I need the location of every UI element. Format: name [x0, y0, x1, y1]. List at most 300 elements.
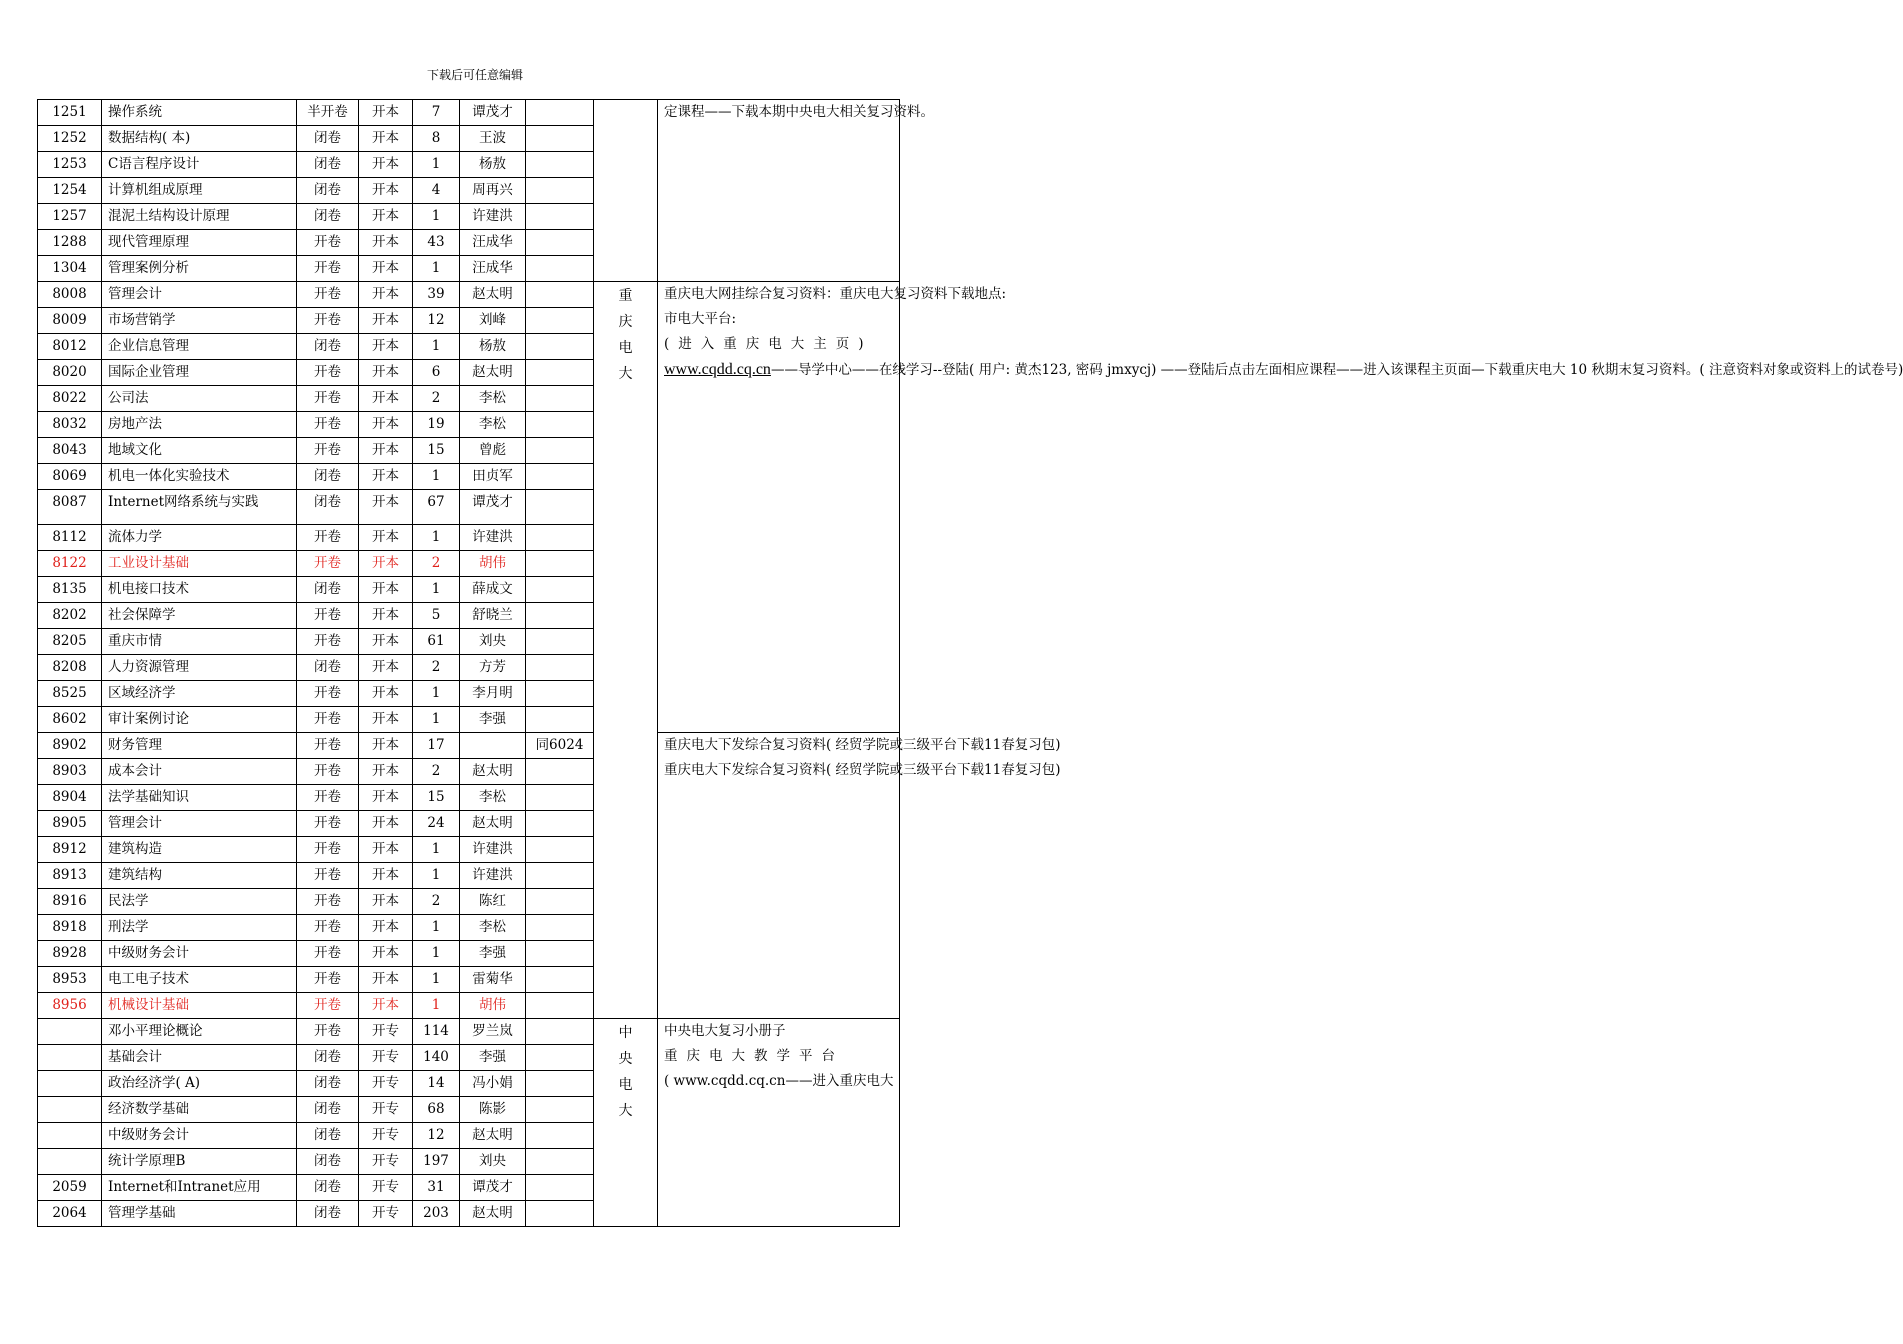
remark-cell [526, 707, 594, 733]
study-level: 开专 [359, 1201, 413, 1227]
exam-type: 开卷 [297, 785, 359, 811]
course-name: 刑法学 [102, 915, 297, 941]
student-count: 19 [413, 412, 460, 438]
course-name: 操作系统 [102, 100, 297, 126]
note-text: 重庆电大网挂综合复习资料：重庆电大复习资料下载地点: [664, 286, 1007, 302]
exam-type: 开卷 [297, 681, 359, 707]
student-count: 1 [413, 525, 460, 551]
course-code: 1257 [38, 204, 102, 230]
note-text [664, 357, 1903, 383]
note-text: 重庆电大下发综合复习资料( 经贸学院或三级平台下载11春复习包) [664, 762, 1061, 778]
study-level: 开本 [359, 386, 413, 412]
exam-type: 闭卷 [297, 1071, 359, 1097]
study-level: 开本 [359, 438, 413, 464]
exam-type: 闭卷 [297, 126, 359, 152]
course-name: 管理案例分析 [102, 256, 297, 282]
remark-cell [526, 308, 594, 334]
exam-type: 开卷 [297, 603, 359, 629]
course-code: 2064 [38, 1201, 102, 1227]
school-char: 大 [618, 1103, 633, 1119]
course-code: 8916 [38, 889, 102, 915]
course-name: 政治经济学( A) [102, 1071, 297, 1097]
remark-cell [526, 863, 594, 889]
course-name: Internet和Intranet应用 [102, 1175, 297, 1201]
remark-cell [526, 1149, 594, 1175]
course-name: 流体力学 [102, 525, 297, 551]
course-code [38, 1071, 102, 1097]
teacher-name: 陈红 [460, 889, 526, 915]
course-code: 8202 [38, 603, 102, 629]
course-name: 审计案例讨论 [102, 707, 297, 733]
note-text: (进入重庆电大主页) [664, 336, 873, 352]
teacher-name: 李松 [460, 412, 526, 438]
course-code: 8912 [38, 837, 102, 863]
student-count: 24 [413, 811, 460, 837]
study-level: 开专 [359, 1175, 413, 1201]
student-count: 12 [413, 308, 460, 334]
study-level: 开专 [359, 1019, 413, 1045]
exam-type: 开卷 [297, 1019, 359, 1045]
teacher-name: 雷菊华 [460, 967, 526, 993]
student-count: 1 [413, 334, 460, 360]
teacher-name: 李松 [460, 915, 526, 941]
exam-type: 开卷 [297, 707, 359, 733]
study-level: 开本 [359, 785, 413, 811]
course-name: 基础会计 [102, 1045, 297, 1071]
remark-cell [526, 412, 594, 438]
course-name: 中级财务会计 [102, 1123, 297, 1149]
course-code: 8953 [38, 967, 102, 993]
exam-type: 闭卷 [297, 1201, 359, 1227]
note-text: 定课程——下载本期中央电大相关复习资料。 [664, 104, 934, 120]
course-code: 8904 [38, 785, 102, 811]
course-name: 现代管理原理 [102, 230, 297, 256]
course-name: 统计学原理B [102, 1149, 297, 1175]
study-level: 开本 [359, 603, 413, 629]
student-count: 1 [413, 464, 460, 490]
teacher-name: 赵太明 [460, 360, 526, 386]
exam-type: 闭卷 [297, 1123, 359, 1149]
note-cell [658, 733, 1061, 1019]
student-count: 2 [413, 889, 460, 915]
remark-cell [526, 438, 594, 464]
course-code [38, 1149, 102, 1175]
course-code: 8135 [38, 577, 102, 603]
student-count: 67 [413, 490, 460, 525]
exam-type: 开卷 [297, 733, 359, 759]
study-level: 开专 [359, 1149, 413, 1175]
note-cell [658, 282, 1903, 733]
teacher-name: 田贞军 [460, 464, 526, 490]
course-name: 公司法 [102, 386, 297, 412]
remark-cell [526, 204, 594, 230]
school-char: 电 [618, 1077, 633, 1093]
remark-cell [526, 282, 594, 308]
study-level: 开本 [359, 863, 413, 889]
student-count: 39 [413, 282, 460, 308]
remark-cell [526, 1097, 594, 1123]
teacher-name: 谭茂才 [460, 1175, 526, 1201]
remark-cell [526, 230, 594, 256]
teacher-name: 许建洪 [460, 863, 526, 889]
course-name: 管理会计 [102, 811, 297, 837]
remark-cell [526, 811, 594, 837]
teacher-name: 赵太明 [460, 1123, 526, 1149]
course-name: 计算机组成原理 [102, 178, 297, 204]
student-count: 1 [413, 256, 460, 282]
remark-cell [526, 386, 594, 412]
course-name: 管理学基础 [102, 1201, 297, 1227]
school-cell-empty [594, 100, 658, 282]
remark-cell [526, 837, 594, 863]
student-count: 68 [413, 1097, 460, 1123]
exam-type: 闭卷 [297, 334, 359, 360]
study-level: 开本 [359, 915, 413, 941]
teacher-name: 许建洪 [460, 525, 526, 551]
study-level: 开本 [359, 464, 413, 490]
teacher-name: 方芳 [460, 655, 526, 681]
student-count: 15 [413, 438, 460, 464]
course-code: 8043 [38, 438, 102, 464]
course-code: 8020 [38, 360, 102, 386]
note-text: ( www.cqdd.cq.cn——进入重庆电大 [664, 1073, 894, 1089]
course-code: 8009 [38, 308, 102, 334]
teacher-name: 杨敖 [460, 152, 526, 178]
teacher-name: 舒晓兰 [460, 603, 526, 629]
course-code: 8602 [38, 707, 102, 733]
page-header: 下载后可任意编辑 [426, 68, 523, 82]
exam-type: 闭卷 [297, 1149, 359, 1175]
school-cell [594, 282, 658, 1019]
remark-cell [526, 889, 594, 915]
student-count: 203 [413, 1201, 460, 1227]
course-code: 8208 [38, 655, 102, 681]
teacher-name: 赵太明 [460, 1201, 526, 1227]
student-count: 31 [413, 1175, 460, 1201]
course-name: 民法学 [102, 889, 297, 915]
teacher-name: 许建洪 [460, 837, 526, 863]
student-count: 43 [413, 230, 460, 256]
exam-type: 开卷 [297, 386, 359, 412]
course-code: 1304 [38, 256, 102, 282]
remark-cell [526, 629, 594, 655]
exam-type: 开卷 [297, 256, 359, 282]
study-level: 开本 [359, 308, 413, 334]
teacher-name: 周再兴 [460, 178, 526, 204]
student-count: 6 [413, 360, 460, 386]
course-name: 中级财务会计 [102, 941, 297, 967]
teacher-name: 冯小娟 [460, 1071, 526, 1097]
course-table [37, 99, 1903, 1227]
remark-cell [526, 551, 594, 577]
exam-type: 开卷 [297, 360, 359, 386]
course-code: 8902 [38, 733, 102, 759]
course-code: 8928 [38, 941, 102, 967]
teacher-name: 赵太明 [460, 282, 526, 308]
school-char: 央 [618, 1051, 633, 1067]
note-text: 市电大平台: [664, 311, 737, 327]
course-code: 1288 [38, 230, 102, 256]
course-name: 地域文化 [102, 438, 297, 464]
exam-type: 开卷 [297, 438, 359, 464]
exam-type: 闭卷 [297, 204, 359, 230]
study-level: 开本 [359, 759, 413, 785]
exam-type: 闭卷 [297, 490, 359, 525]
student-count: 7 [413, 100, 460, 126]
exam-type: 闭卷 [297, 1175, 359, 1201]
student-count: 15 [413, 785, 460, 811]
study-level: 开本 [359, 681, 413, 707]
remark-cell [526, 1201, 594, 1227]
exam-type: 开卷 [297, 915, 359, 941]
course-name: 重庆市情 [102, 629, 297, 655]
study-level: 开本 [359, 100, 413, 126]
exam-type: 开卷 [297, 551, 359, 577]
teacher-name: 赵太明 [460, 811, 526, 837]
study-level: 开本 [359, 178, 413, 204]
student-count: 17 [413, 733, 460, 759]
exam-type: 闭卷 [297, 655, 359, 681]
teacher-name: 刘央 [460, 1149, 526, 1175]
remark-cell [526, 1175, 594, 1201]
study-level: 开本 [359, 360, 413, 386]
course-code: 8205 [38, 629, 102, 655]
student-count: 61 [413, 629, 460, 655]
course-name: 邓小平理论概论 [102, 1019, 297, 1045]
remark-cell [526, 464, 594, 490]
exam-type: 开卷 [297, 412, 359, 438]
course-name: 成本会计 [102, 759, 297, 785]
teacher-name [460, 733, 526, 759]
remark-cell [526, 178, 594, 204]
course-name: 社会保障学 [102, 603, 297, 629]
course-name: 企业信息管理 [102, 334, 297, 360]
study-level: 开本 [359, 629, 413, 655]
course-code: 1251 [38, 100, 102, 126]
teacher-name: 许建洪 [460, 204, 526, 230]
study-level: 开本 [359, 551, 413, 577]
note-text: 中央电大复习小册子 [664, 1023, 786, 1039]
student-count: 1 [413, 577, 460, 603]
study-level: 开本 [359, 334, 413, 360]
teacher-name: 罗兰岚 [460, 1019, 526, 1045]
remark-cell [526, 759, 594, 785]
teacher-name: 李松 [460, 386, 526, 412]
student-count: 5 [413, 603, 460, 629]
teacher-name: 薛成文 [460, 577, 526, 603]
exam-type: 闭卷 [297, 464, 359, 490]
student-count: 1 [413, 863, 460, 889]
course-code: 8525 [38, 681, 102, 707]
teacher-name: 曾彪 [460, 438, 526, 464]
course-code: 8087 [38, 490, 102, 525]
course-code: 8022 [38, 386, 102, 412]
remark-cell [526, 993, 594, 1019]
remark-cell [526, 126, 594, 152]
student-count: 4 [413, 178, 460, 204]
course-code: 1254 [38, 178, 102, 204]
teacher-name: 李松 [460, 785, 526, 811]
course-name: C语言程序设计 [102, 152, 297, 178]
course-name: 法学基础知识 [102, 785, 297, 811]
teacher-name: 李月明 [460, 681, 526, 707]
exam-type: 开卷 [297, 759, 359, 785]
exam-type: 闭卷 [297, 1045, 359, 1071]
study-level: 开本 [359, 811, 413, 837]
table-row [38, 100, 900, 126]
remark-cell [526, 256, 594, 282]
exam-type: 闭卷 [297, 152, 359, 178]
exam-type: 开卷 [297, 525, 359, 551]
course-code: 1252 [38, 126, 102, 152]
school-cell [594, 1019, 658, 1227]
school-char: 大 [618, 366, 633, 382]
study-level: 开专 [359, 1045, 413, 1071]
remark-cell [526, 785, 594, 811]
remark-cell [526, 577, 594, 603]
course-code [38, 1019, 102, 1045]
remark-cell [526, 603, 594, 629]
course-name: 建筑结构 [102, 863, 297, 889]
study-level: 开本 [359, 837, 413, 863]
exam-type: 开卷 [297, 282, 359, 308]
table-row [38, 1019, 900, 1045]
exam-type: 闭卷 [297, 1097, 359, 1123]
study-level: 开本 [359, 490, 413, 525]
student-count: 1 [413, 204, 460, 230]
note-cell [658, 100, 934, 282]
exam-type: 开卷 [297, 941, 359, 967]
remark-cell [526, 681, 594, 707]
teacher-name: 刘峰 [460, 308, 526, 334]
remark-cell: 同6024 [526, 733, 594, 759]
study-level: 开本 [359, 256, 413, 282]
table-row [38, 282, 900, 308]
course-name: 工业设计基础 [102, 551, 297, 577]
student-count: 197 [413, 1149, 460, 1175]
course-name: 国际企业管理 [102, 360, 297, 386]
student-count: 2 [413, 551, 460, 577]
exam-type: 开卷 [297, 230, 359, 256]
teacher-name: 杨敖 [460, 334, 526, 360]
teacher-name: 汪成华 [460, 230, 526, 256]
study-level: 开本 [359, 126, 413, 152]
exam-type: 开卷 [297, 837, 359, 863]
exam-type: 开卷 [297, 863, 359, 889]
student-count: 1 [413, 915, 460, 941]
student-count: 12 [413, 1123, 460, 1149]
student-count: 1 [413, 152, 460, 178]
course-code: 8008 [38, 282, 102, 308]
study-level: 开本 [359, 412, 413, 438]
student-count: 1 [413, 941, 460, 967]
study-level: 开本 [359, 655, 413, 681]
course-name: 机械设计基础 [102, 993, 297, 1019]
course-name: 电工电子技术 [102, 967, 297, 993]
exam-type: 开卷 [297, 308, 359, 334]
student-count: 140 [413, 1045, 460, 1071]
study-level: 开本 [359, 707, 413, 733]
course-code: 8069 [38, 464, 102, 490]
teacher-name: 胡伟 [460, 551, 526, 577]
remark-cell [526, 360, 594, 386]
remark-cell [526, 967, 594, 993]
course-code: 8918 [38, 915, 102, 941]
course-code: 8112 [38, 525, 102, 551]
student-count: 1 [413, 993, 460, 1019]
course-name: Internet网络系统与实践 [102, 490, 297, 525]
course-name: 数据结构( 本) [102, 126, 297, 152]
student-count: 1 [413, 967, 460, 993]
study-level: 开专 [359, 1097, 413, 1123]
remark-cell [526, 490, 594, 525]
teacher-name: 汪成华 [460, 256, 526, 282]
course-name: 混泥土结构设计原理 [102, 204, 297, 230]
course-code [38, 1097, 102, 1123]
teacher-name: 赵太明 [460, 759, 526, 785]
course-name: 管理会计 [102, 282, 297, 308]
remark-cell [526, 1019, 594, 1045]
teacher-name: 王波 [460, 126, 526, 152]
remark-cell [526, 1123, 594, 1149]
exam-type: 闭卷 [297, 577, 359, 603]
remark-cell [526, 655, 594, 681]
teacher-name: 谭茂才 [460, 490, 526, 525]
course-code: 1253 [38, 152, 102, 178]
study-level: 开本 [359, 889, 413, 915]
student-count: 1 [413, 707, 460, 733]
course-name: 市场营销学 [102, 308, 297, 334]
school-char: 中 [618, 1025, 633, 1041]
study-level: 开本 [359, 525, 413, 551]
study-level: 开本 [359, 230, 413, 256]
remark-cell [526, 152, 594, 178]
teacher-name: 谭茂才 [460, 100, 526, 126]
course-name: 机电接口技术 [102, 577, 297, 603]
teacher-name: 胡伟 [460, 993, 526, 1019]
study-level: 开本 [359, 152, 413, 178]
remark-cell [526, 915, 594, 941]
note-text: 重庆电大教学平台 [664, 1048, 844, 1064]
exam-type: 半开卷 [297, 100, 359, 126]
study-level: 开本 [359, 733, 413, 759]
course-code [38, 1045, 102, 1071]
study-level: 开本 [359, 941, 413, 967]
exam-type: 开卷 [297, 993, 359, 1019]
school-char: 重 [618, 288, 633, 304]
course-name: 区域经济学 [102, 681, 297, 707]
note-text-rest: ——导学中心——在线学习--登陆( 用户: 黄杰123, 密码 jmxycj) ——登陆后点击左面相应课程——进入该课程主页面—下载重庆电大 10 秋期末复习资料。( 注意资料对象或资料上的试卷号) [770, 362, 1903, 378]
course-name: 财务管理 [102, 733, 297, 759]
study-level: 开本 [359, 577, 413, 603]
exam-type: 闭卷 [297, 178, 359, 204]
course-code [38, 1123, 102, 1149]
student-count: 2 [413, 386, 460, 412]
exam-type: 开卷 [297, 889, 359, 915]
course-code: 8913 [38, 863, 102, 889]
study-level: 开专 [359, 1071, 413, 1097]
website-link[interactable]: www.cqdd.cq.cn [664, 361, 771, 378]
remark-cell [526, 1045, 594, 1071]
school-char: 电 [618, 340, 633, 356]
student-count: 2 [413, 759, 460, 785]
exam-type: 开卷 [297, 967, 359, 993]
study-level: 开本 [359, 967, 413, 993]
remark-cell [526, 525, 594, 551]
course-code: 8905 [38, 811, 102, 837]
course-name: 经济数学基础 [102, 1097, 297, 1123]
exam-type: 开卷 [297, 811, 359, 837]
